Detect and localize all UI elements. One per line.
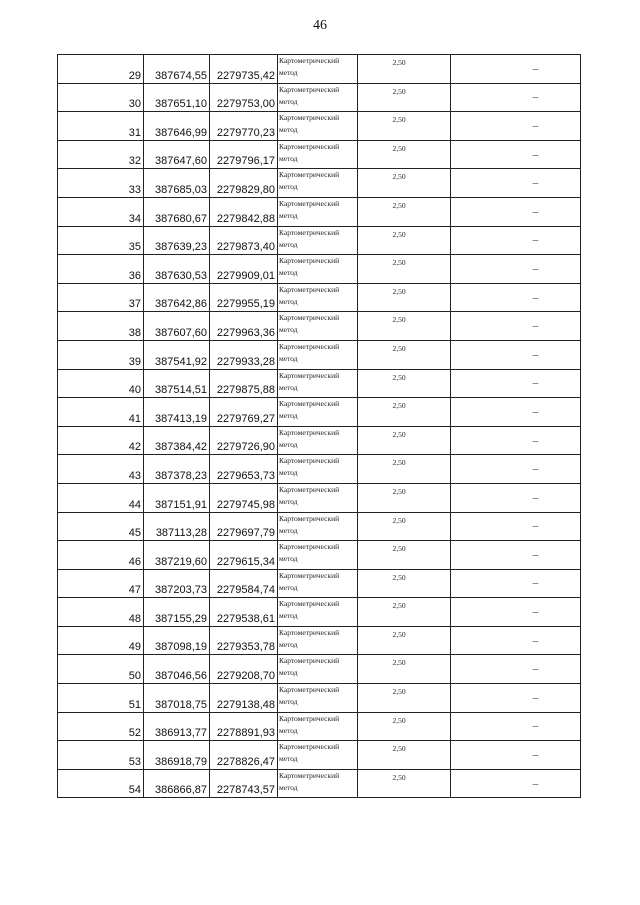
method-cell: Картометрический метод <box>278 283 358 312</box>
x-coordinate-cell: 387046,56 <box>144 655 210 684</box>
accuracy-cell: 2,50 <box>358 426 451 455</box>
method-cell: Картометрический метод <box>278 340 358 369</box>
y-coordinate-cell: 2279697,79 <box>210 512 278 541</box>
table-row <box>58 398 581 427</box>
note-cell: – <box>451 483 581 512</box>
accuracy-cell: 2,50 <box>358 598 451 627</box>
method-cell: Картометрический метод <box>278 140 358 169</box>
point-number-cell: 45 <box>58 512 144 541</box>
table-row <box>58 569 581 598</box>
note-cell: – <box>451 255 581 284</box>
x-coordinate-cell: 387642,86 <box>144 283 210 312</box>
table-row <box>58 312 581 341</box>
x-coordinate-cell: 387378,23 <box>144 455 210 484</box>
note-cell: – <box>451 455 581 484</box>
x-coordinate-cell: 387541,92 <box>144 340 210 369</box>
note-cell: – <box>451 684 581 713</box>
y-coordinate-cell: 2279796,17 <box>210 140 278 169</box>
y-coordinate-cell: 2279353,78 <box>210 626 278 655</box>
method-cell: Картометрический метод <box>278 483 358 512</box>
table-row <box>58 483 581 512</box>
method-cell: Картометрический метод <box>278 112 358 141</box>
point-number-cell: 47 <box>58 569 144 598</box>
table-row <box>58 655 581 684</box>
point-number-cell: 39 <box>58 340 144 369</box>
note-cell: – <box>451 541 581 570</box>
y-coordinate-cell: 2279538,61 <box>210 598 278 627</box>
accuracy-cell: 2,50 <box>358 55 451 84</box>
accuracy-cell: 2,50 <box>358 483 451 512</box>
note-cell: – <box>451 398 581 427</box>
x-coordinate-cell: 386918,79 <box>144 741 210 770</box>
y-coordinate-cell: 2278891,93 <box>210 712 278 741</box>
x-coordinate-cell: 387651,10 <box>144 83 210 112</box>
table-row <box>58 169 581 198</box>
y-coordinate-cell: 2279933,28 <box>210 340 278 369</box>
coordinates-table <box>57 54 581 798</box>
accuracy-cell: 2,50 <box>358 169 451 198</box>
point-number-cell: 38 <box>58 312 144 341</box>
y-coordinate-cell: 2279745,98 <box>210 483 278 512</box>
note-cell: – <box>451 655 581 684</box>
point-number-cell: 29 <box>58 55 144 84</box>
method-cell: Картометрический метод <box>278 769 358 798</box>
note-cell: – <box>451 112 581 141</box>
method-cell: Картометрический метод <box>278 426 358 455</box>
table-row <box>58 512 581 541</box>
table-row <box>58 226 581 255</box>
accuracy-cell: 2,50 <box>358 626 451 655</box>
x-coordinate-cell: 387630,53 <box>144 255 210 284</box>
accuracy-cell: 2,50 <box>358 340 451 369</box>
y-coordinate-cell: 2279584,74 <box>210 569 278 598</box>
accuracy-cell: 2,50 <box>358 140 451 169</box>
note-cell: – <box>451 512 581 541</box>
table-row <box>58 626 581 655</box>
method-cell: Картометрический метод <box>278 197 358 226</box>
y-coordinate-cell: 2279208,70 <box>210 655 278 684</box>
y-coordinate-cell: 2279873,40 <box>210 226 278 255</box>
x-coordinate-cell: 386913,77 <box>144 712 210 741</box>
method-cell: Картометрический метод <box>278 55 358 84</box>
accuracy-cell: 2,50 <box>358 712 451 741</box>
accuracy-cell: 2,50 <box>358 398 451 427</box>
point-number-cell: 46 <box>58 541 144 570</box>
note-cell: – <box>451 197 581 226</box>
x-coordinate-cell: 387674,55 <box>144 55 210 84</box>
method-cell: Картометрический метод <box>278 312 358 341</box>
table-row <box>58 283 581 312</box>
note-cell: – <box>451 741 581 770</box>
x-coordinate-cell: 387607,60 <box>144 312 210 341</box>
page-number: 46 <box>313 18 327 33</box>
method-cell: Картометрический метод <box>278 655 358 684</box>
note-cell: – <box>451 283 581 312</box>
table-row <box>58 598 581 627</box>
point-number-cell: 36 <box>58 255 144 284</box>
table-row <box>58 197 581 226</box>
point-number-cell: 31 <box>58 112 144 141</box>
note-cell: – <box>451 769 581 798</box>
table-row <box>58 712 581 741</box>
y-coordinate-cell: 2279653,73 <box>210 455 278 484</box>
x-coordinate-cell: 387113,28 <box>144 512 210 541</box>
table-row <box>58 140 581 169</box>
accuracy-cell: 2,50 <box>358 83 451 112</box>
method-cell: Картометрический метод <box>278 741 358 770</box>
table-row <box>58 455 581 484</box>
note-cell: – <box>451 55 581 84</box>
note-cell: – <box>451 169 581 198</box>
point-number-cell: 50 <box>58 655 144 684</box>
x-coordinate-cell: 387384,42 <box>144 426 210 455</box>
accuracy-cell: 2,50 <box>358 741 451 770</box>
table-row <box>58 83 581 112</box>
method-cell: Картометрический метод <box>278 712 358 741</box>
accuracy-cell: 2,50 <box>358 569 451 598</box>
note-cell: – <box>451 426 581 455</box>
table-row <box>58 684 581 713</box>
accuracy-cell: 2,50 <box>358 512 451 541</box>
method-cell: Картометрический метод <box>278 398 358 427</box>
y-coordinate-cell: 2279875,88 <box>210 369 278 398</box>
point-number-cell: 53 <box>58 741 144 770</box>
table-row <box>58 55 581 84</box>
x-coordinate-cell: 387151,91 <box>144 483 210 512</box>
note-cell: – <box>451 312 581 341</box>
y-coordinate-cell: 2279829,80 <box>210 169 278 198</box>
x-coordinate-cell: 387155,29 <box>144 598 210 627</box>
method-cell: Картометрический метод <box>278 83 358 112</box>
note-cell: – <box>451 569 581 598</box>
note-cell: – <box>451 140 581 169</box>
table-row <box>58 426 581 455</box>
y-coordinate-cell: 2279735,42 <box>210 55 278 84</box>
y-coordinate-cell: 2279963,36 <box>210 312 278 341</box>
x-coordinate-cell: 387514,51 <box>144 369 210 398</box>
table-row <box>58 369 581 398</box>
note-cell: – <box>451 369 581 398</box>
point-number-cell: 34 <box>58 197 144 226</box>
accuracy-cell: 2,50 <box>358 283 451 312</box>
table-row <box>58 769 581 798</box>
point-number-cell: 37 <box>58 283 144 312</box>
accuracy-cell: 2,50 <box>358 369 451 398</box>
method-cell: Картометрический метод <box>278 541 358 570</box>
x-coordinate-cell: 387018,75 <box>144 684 210 713</box>
point-number-cell: 43 <box>58 455 144 484</box>
method-cell: Картометрический метод <box>278 684 358 713</box>
x-coordinate-cell: 387646,99 <box>144 112 210 141</box>
point-number-cell: 42 <box>58 426 144 455</box>
method-cell: Картометрический метод <box>278 455 358 484</box>
point-number-cell: 48 <box>58 598 144 627</box>
y-coordinate-cell: 2279726,90 <box>210 426 278 455</box>
accuracy-cell: 2,50 <box>358 112 451 141</box>
x-coordinate-cell: 387219,60 <box>144 541 210 570</box>
point-number-cell: 35 <box>58 226 144 255</box>
note-cell: – <box>451 712 581 741</box>
table-row <box>58 112 581 141</box>
accuracy-cell: 2,50 <box>358 769 451 798</box>
method-cell: Картометрический метод <box>278 598 358 627</box>
point-number-cell: 51 <box>58 684 144 713</box>
y-coordinate-cell: 2279753,00 <box>210 83 278 112</box>
point-number-cell: 40 <box>58 369 144 398</box>
point-number-cell: 49 <box>58 626 144 655</box>
accuracy-cell: 2,50 <box>358 255 451 284</box>
table-row <box>58 741 581 770</box>
method-cell: Картометрический метод <box>278 569 358 598</box>
x-coordinate-cell: 387098,19 <box>144 626 210 655</box>
point-number-cell: 32 <box>58 140 144 169</box>
accuracy-cell: 2,50 <box>358 312 451 341</box>
y-coordinate-cell: 2279909,01 <box>210 255 278 284</box>
method-cell: Картометрический метод <box>278 626 358 655</box>
note-cell: – <box>451 226 581 255</box>
x-coordinate-cell: 387647,60 <box>144 140 210 169</box>
method-cell: Картометрический метод <box>278 512 358 541</box>
table-row <box>58 340 581 369</box>
table-row <box>58 541 581 570</box>
x-coordinate-cell: 387413,19 <box>144 398 210 427</box>
x-coordinate-cell: 387203,73 <box>144 569 210 598</box>
point-number-cell: 33 <box>58 169 144 198</box>
method-cell: Картометрический метод <box>278 369 358 398</box>
note-cell: – <box>451 598 581 627</box>
table-row <box>58 255 581 284</box>
y-coordinate-cell: 2279138,48 <box>210 684 278 713</box>
accuracy-cell: 2,50 <box>358 541 451 570</box>
point-number-cell: 41 <box>58 398 144 427</box>
x-coordinate-cell: 387680,67 <box>144 197 210 226</box>
x-coordinate-cell: 387639,23 <box>144 226 210 255</box>
coordinates-table-body <box>58 55 581 798</box>
method-cell: Картометрический метод <box>278 255 358 284</box>
y-coordinate-cell: 2279955,19 <box>210 283 278 312</box>
method-cell: Картометрический метод <box>278 169 358 198</box>
accuracy-cell: 2,50 <box>358 197 451 226</box>
accuracy-cell: 2,50 <box>358 455 451 484</box>
y-coordinate-cell: 2279615,34 <box>210 541 278 570</box>
point-number-cell: 30 <box>58 83 144 112</box>
y-coordinate-cell: 2279770,23 <box>210 112 278 141</box>
y-coordinate-cell: 2278826,47 <box>210 741 278 770</box>
point-number-cell: 54 <box>58 769 144 798</box>
accuracy-cell: 2,50 <box>358 684 451 713</box>
note-cell: – <box>451 626 581 655</box>
method-cell: Картометрический метод <box>278 226 358 255</box>
x-coordinate-cell: 386866,87 <box>144 769 210 798</box>
point-number-cell: 44 <box>58 483 144 512</box>
note-cell: – <box>451 340 581 369</box>
y-coordinate-cell: 2279842,88 <box>210 197 278 226</box>
y-coordinate-cell: 2279769,27 <box>210 398 278 427</box>
note-cell: – <box>451 83 581 112</box>
point-number-cell: 52 <box>58 712 144 741</box>
y-coordinate-cell: 2278743,57 <box>210 769 278 798</box>
x-coordinate-cell: 387685,03 <box>144 169 210 198</box>
accuracy-cell: 2,50 <box>358 655 451 684</box>
accuracy-cell: 2,50 <box>358 226 451 255</box>
